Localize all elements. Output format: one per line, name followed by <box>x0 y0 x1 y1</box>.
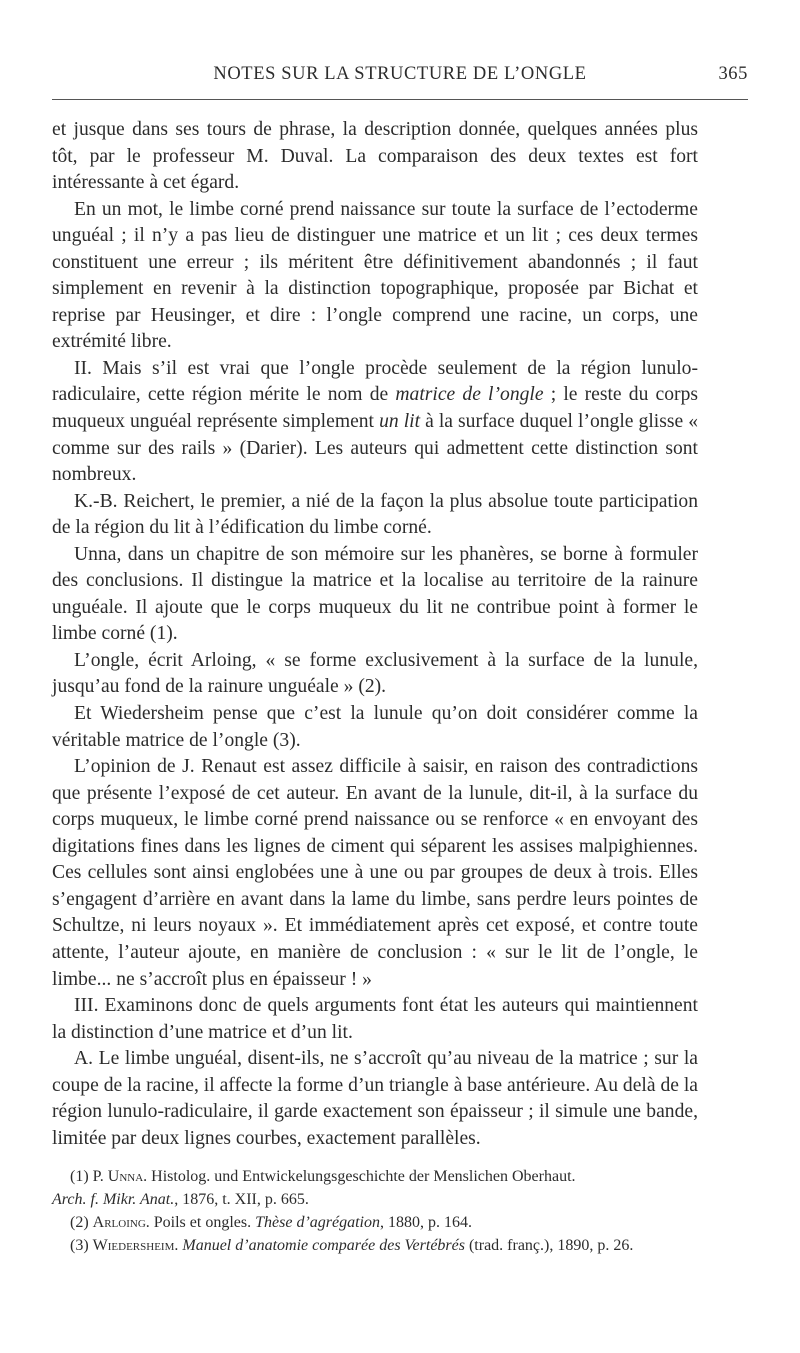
italic-term: matrice de l’ongle <box>395 384 544 406</box>
footnote-title: Manuel d’anatomie comparée des Vertébrés <box>182 1237 465 1254</box>
footnote-author: Arloing <box>92 1214 146 1231</box>
paragraph: A. Le limbe unguéal, disent-ils, ne s’accroît qu’au niveau de la matrice ; sur la coupe de la racine, il affecte la forme d’un triangle à base antérieure. Au delà de la région lunulo-radiculaire, il garde exactement son épaisseur ; il simule une bande, limitée par deux lignes courbes, exactement parallèles. <box>52 1048 698 1149</box>
paragraph: Et Wiedersheim pense que c’est la lunule qu’on doit considérer comme la véritable matrice de l’ongle (3). <box>52 703 698 751</box>
paragraph: K.-B. Reichert, le premier, a nié de la façon la plus absolue toute participation de la région du lit à l’édification du limbe corné. <box>52 490 698 539</box>
footnotes <box>52 1165 712 1257</box>
paragraph: et jusque dans ses tours de phrase, la description donnée, quelques années plus tôt, par le professeur M. Duval. La comparaison des deux textes est fort intéressante à cet égard. <box>52 119 698 194</box>
text-span: à la surface duquel l’ongle glisse « comme sur des rails » (Darier). Les auteurs qui admettent cette distinction sont nombreux. <box>52 411 699 486</box>
paragraph <box>52 356 698 489</box>
footnote-author: Wiedersheim <box>92 1237 175 1254</box>
header-title: NOTES SUR LA STRUCTURE DE L’ONGLE <box>213 64 587 84</box>
paragraph: L’ongle, écrit Arloing, « se forme exclusivement à la surface de la lunule, jusqu’au fond de la rainure unguéale » (2). <box>52 649 698 698</box>
footnote-text: . Histolog. und Entwickelungsgeschichte der Menslichen Oberhaut. <box>143 1168 576 1185</box>
footnote-marker: (1) P. <box>70 1168 108 1185</box>
footnote-text: (trad. franç.), 1890, p. 26. <box>464 1237 634 1254</box>
running-header <box>52 64 748 92</box>
paragraph: Unna, dans un chapitre de son mémoire sur les phanères, se borne à formuler des conclusions. Il distingue la matrice et la localise au territoire de la rainure unguéale. Il ajoute que le corps muqueux du lit ne contribue point à former le limbe corné (1). <box>52 543 698 645</box>
footnote-journal: Arch. f. Mikr. Anat. <box>52 1191 175 1208</box>
italic-term: un lit <box>379 411 421 433</box>
text-span: II. Mais s’il est vrai que l’ongle procède seulement de la région lunulo-radiculaire, cette région mérite le nom de <box>52 357 698 406</box>
paragraph: En un mot, le limbe corné prend naissance sur toute la surface de l’ectoderme unguéal ; il n’y a pas lieu de distinguer une matrice et un lit ; ces deux termes constituent une erreur ; ils méritent être définitivement abandonnés ; il faut simplement en revenir à la distinction topographique, proposée par Bichat et reprise par Heusinger, et dire : l’ongle comprend une racine, un corps, une extrémité libre. <box>52 198 698 353</box>
footnote-1-continued <box>52 1188 712 1211</box>
body-text <box>52 117 698 1152</box>
footnote-title: Thèse d’agrégation <box>255 1214 380 1231</box>
footnote-marker: (3) <box>70 1237 93 1254</box>
footnote-1 <box>52 1165 712 1188</box>
footnote-text: , 1880, p. 164. <box>379 1214 472 1231</box>
footnote-3 <box>52 1234 712 1257</box>
paragraph: III. Examinons donc de quels arguments font état les auteurs qui maintiennent la distinction d’une matrice et d’un lit. <box>52 995 698 1043</box>
paragraph: L’opinion de J. Renaut est assez difficile à saisir, en raison des contradictions que présente l’exposé de cet auteur. En avant de la lunule, dit-il, à la surface du corps muqueux, le limbe corné prend naissance ou se renforce « en envoyant des digitations fines dans les lignes de ciment qui séparent les assises malpighiennes. Ces cellules sont ainsi englobées une à une ou par groupes de deux à trois. Elles s’engagent d’arrière en avant dans la lame du limbe, sans perdre leurs pointes de Schultze, ni leurs noyaux ». Et immédiatement après cet exposé, et contre toute attente, l’auteur ajoute, en manière de conclusion : « sur le lit de l’ongle, le limbe... ne s’accroît plus en épaisseur ! » <box>52 756 698 990</box>
footnote-2 <box>52 1211 712 1234</box>
footnote-marker: (2) <box>70 1214 93 1231</box>
page-number: 365 <box>718 64 748 84</box>
footnote-text: , 1876, t. XII, p. 665. <box>174 1191 309 1208</box>
header-rule <box>52 99 748 100</box>
text-span: ; le reste du corps muqueux unguéal représente simplement <box>52 384 698 433</box>
footnote-text: . Poils et ongles. <box>145 1214 256 1231</box>
footnote-author: Unna <box>107 1168 144 1185</box>
footnote-text: . <box>174 1237 183 1254</box>
